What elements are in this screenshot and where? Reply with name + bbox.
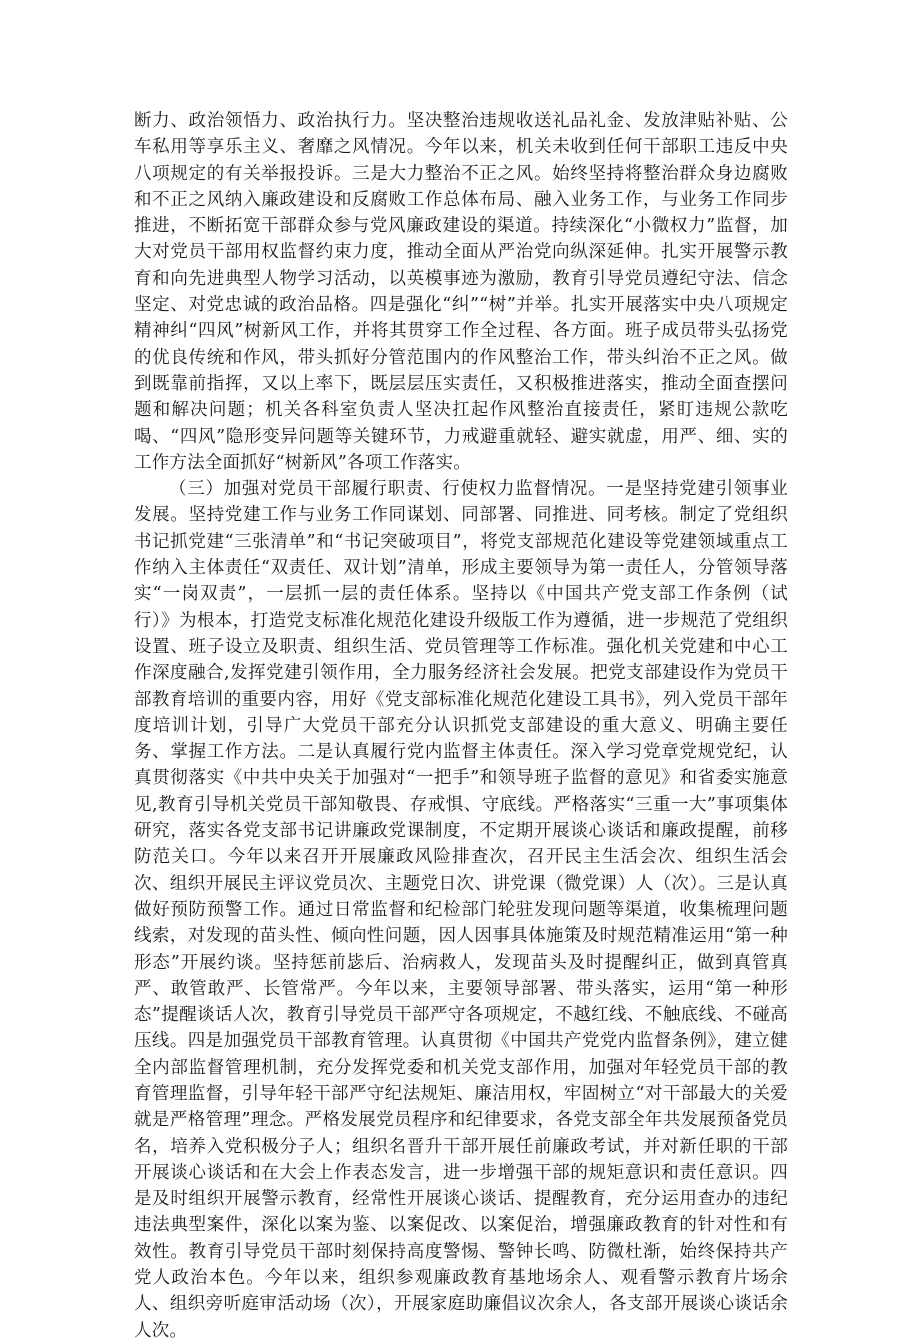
document-body bbox=[134, 108, 788, 1344]
paragraph-section-three: （三）加强对党员干部履行职责、行使权力监督情况。一是坚持党建引领事业发展。坚持党建工作与业务工作同谋划、同部署、同推进、同考核。制定了党组织书记抓党建“三张清单”和“书记突破项目”，将党支部规范化建设等党建领域重点工作纳入主体责任“双责任、双计划”清单，形成主要领导为第一责任人，分管领导落实“一岗双责”，一层抓一层的责任体系。坚持以《中国共产党支部工作条例（试行）》为根本，打造党支标准化规范化建设升级版工作为遵循，进一步规范了党组织设置、班子设立及职责、组织生活、党员管理等工作标准。强化机关党建和中心工作深度融合,发挥党建引领作用，全力服务经济社会发展。把党支部建设作为党员干部教育培训的重要内容，用好《党支部标准化规范化建设工具书》，列入党员干部年度培训计划，引导广大党员干部充分认识抓党支部建设的重大意义、明确主要任务、掌握工作方法。二是认真履行党内监督主体责任。深入学习党章党规党纪，认真贯彻落实《中共中央关于加强对“一把手”和领导班子监督的意见》和省委实施意见,教育引导机关党员干部知敬畏、存戒惧、守底线。严格落实“三重一大”事项集体研究，落实各党支部书记讲廉政党课制度，不定期开展谈心谈话和廉政提醒，前移防范关口。今年以来召开开展廉政风险排查次，召开民主生活会次、组织生活会次、组织开展民主评议党员次、主题党日次、讲党课（微党课）人（次）。三是认真做好预防预警工作。通过日常监督和纪检部门轮驻发现问题等渠道，收集梳理问题线索，对发现的苗头性、倾向性问题，因人因事具体施策及时规范精准运用“第一种形态”开展约谈。坚持惩前毖后、治病救人，发现苗头及时提醒纠正，做到真管真严、敢管敢严、长管常严。今年以来，主要领导部署、带头落实，运用“第一种形态”提醒谈话人次，教育引导党员干部严守各项规定，不越红线、不触底线、不碰高压线。四是加强党员干部教育管理。认真贯彻《中国共产党党内监督条例》，建立健全内部监督管理机制，充分发挥党委和机关党支部作用，加强对年轻党员干部的教育管理监督，引导年轻干部严守纪法规矩、廉洁用权，牢固树立“对干部最大的关爱就是严格管理”理念。严格发展党员程序和纪律要求，各党支部全年共发展预备党员名，培养入党积极分子人；组织名晋升干部开展任前廉政考试，并对新任职的干部开展谈心谈话和在大会上作表态发言，进一步增强干部的规矩意识和责任意识。四是及时组织开展警示教育，经常性开展谈心谈话、提醒教育，充分运用查办的违纪违法典型案件，深化以案为鉴、以案促改、以案促治，增强廉政教育的针对性和有效性。教育引导党员干部时刻保持高度警惕、警钟长鸣、防微杜渐，始终保持共产党人政治本色。今年以来，组织参观廉政教育基地场余人、观看警示教育片场余人、组织旁听庭审活动场（次），开展家庭助廉倡议次余人，各支部开展谈心谈话余人次。 bbox=[134, 479, 788, 1341]
paragraph-continuation: 断力、政治领悟力、政治执行力。坚决整治违规收送礼品礼金、发放津贴补贴、公车私用等享乐主义、奢靡之风情况。今年以来，机关未收到任何干部职工违反中央八项规定的有关举报投诉。三是大力整治不正之风。始终坚持将整治群众身边腐败和不正之风纳入廉政建设和反腐败工作总体布局、融入业务工作，与业务工作同步推进，不断拓宽干部群众参与党风廉政建设的渠道。持续深化“小微权力”监督，加大对党员干部用权监督约束力度，推动全面从严治党向纵深延伸。扎实开展警示教育和向先进典型人物学习活动，以英模事迹为激励，教育引导党员遵纪守法、信念坚定、对党忠诚的政治品格。四是强化“纠”“树”并举。扎实开展落实中央八项规定精神纠“四风”树新风工作，并将其贯穿工作全过程、各方面。班子成员带头弘扬党的优良传统和作风，带头抓好分管范围内的作风整治工作，带头纠治不正之风。做到既靠前指挥，又以上率下，既层层压实责任，又积极推进落实，推动全面查摆问题和解决问题；机关各科室负责人坚决扛起作风整治直接责任，紧盯违规公款吃喝、“四风”隐形变异问题等关键环节，力戒避重就轻、避实就虚，用严、细、实的工作方法全面抓好“树新风”各项工作落实。 bbox=[134, 111, 788, 473]
